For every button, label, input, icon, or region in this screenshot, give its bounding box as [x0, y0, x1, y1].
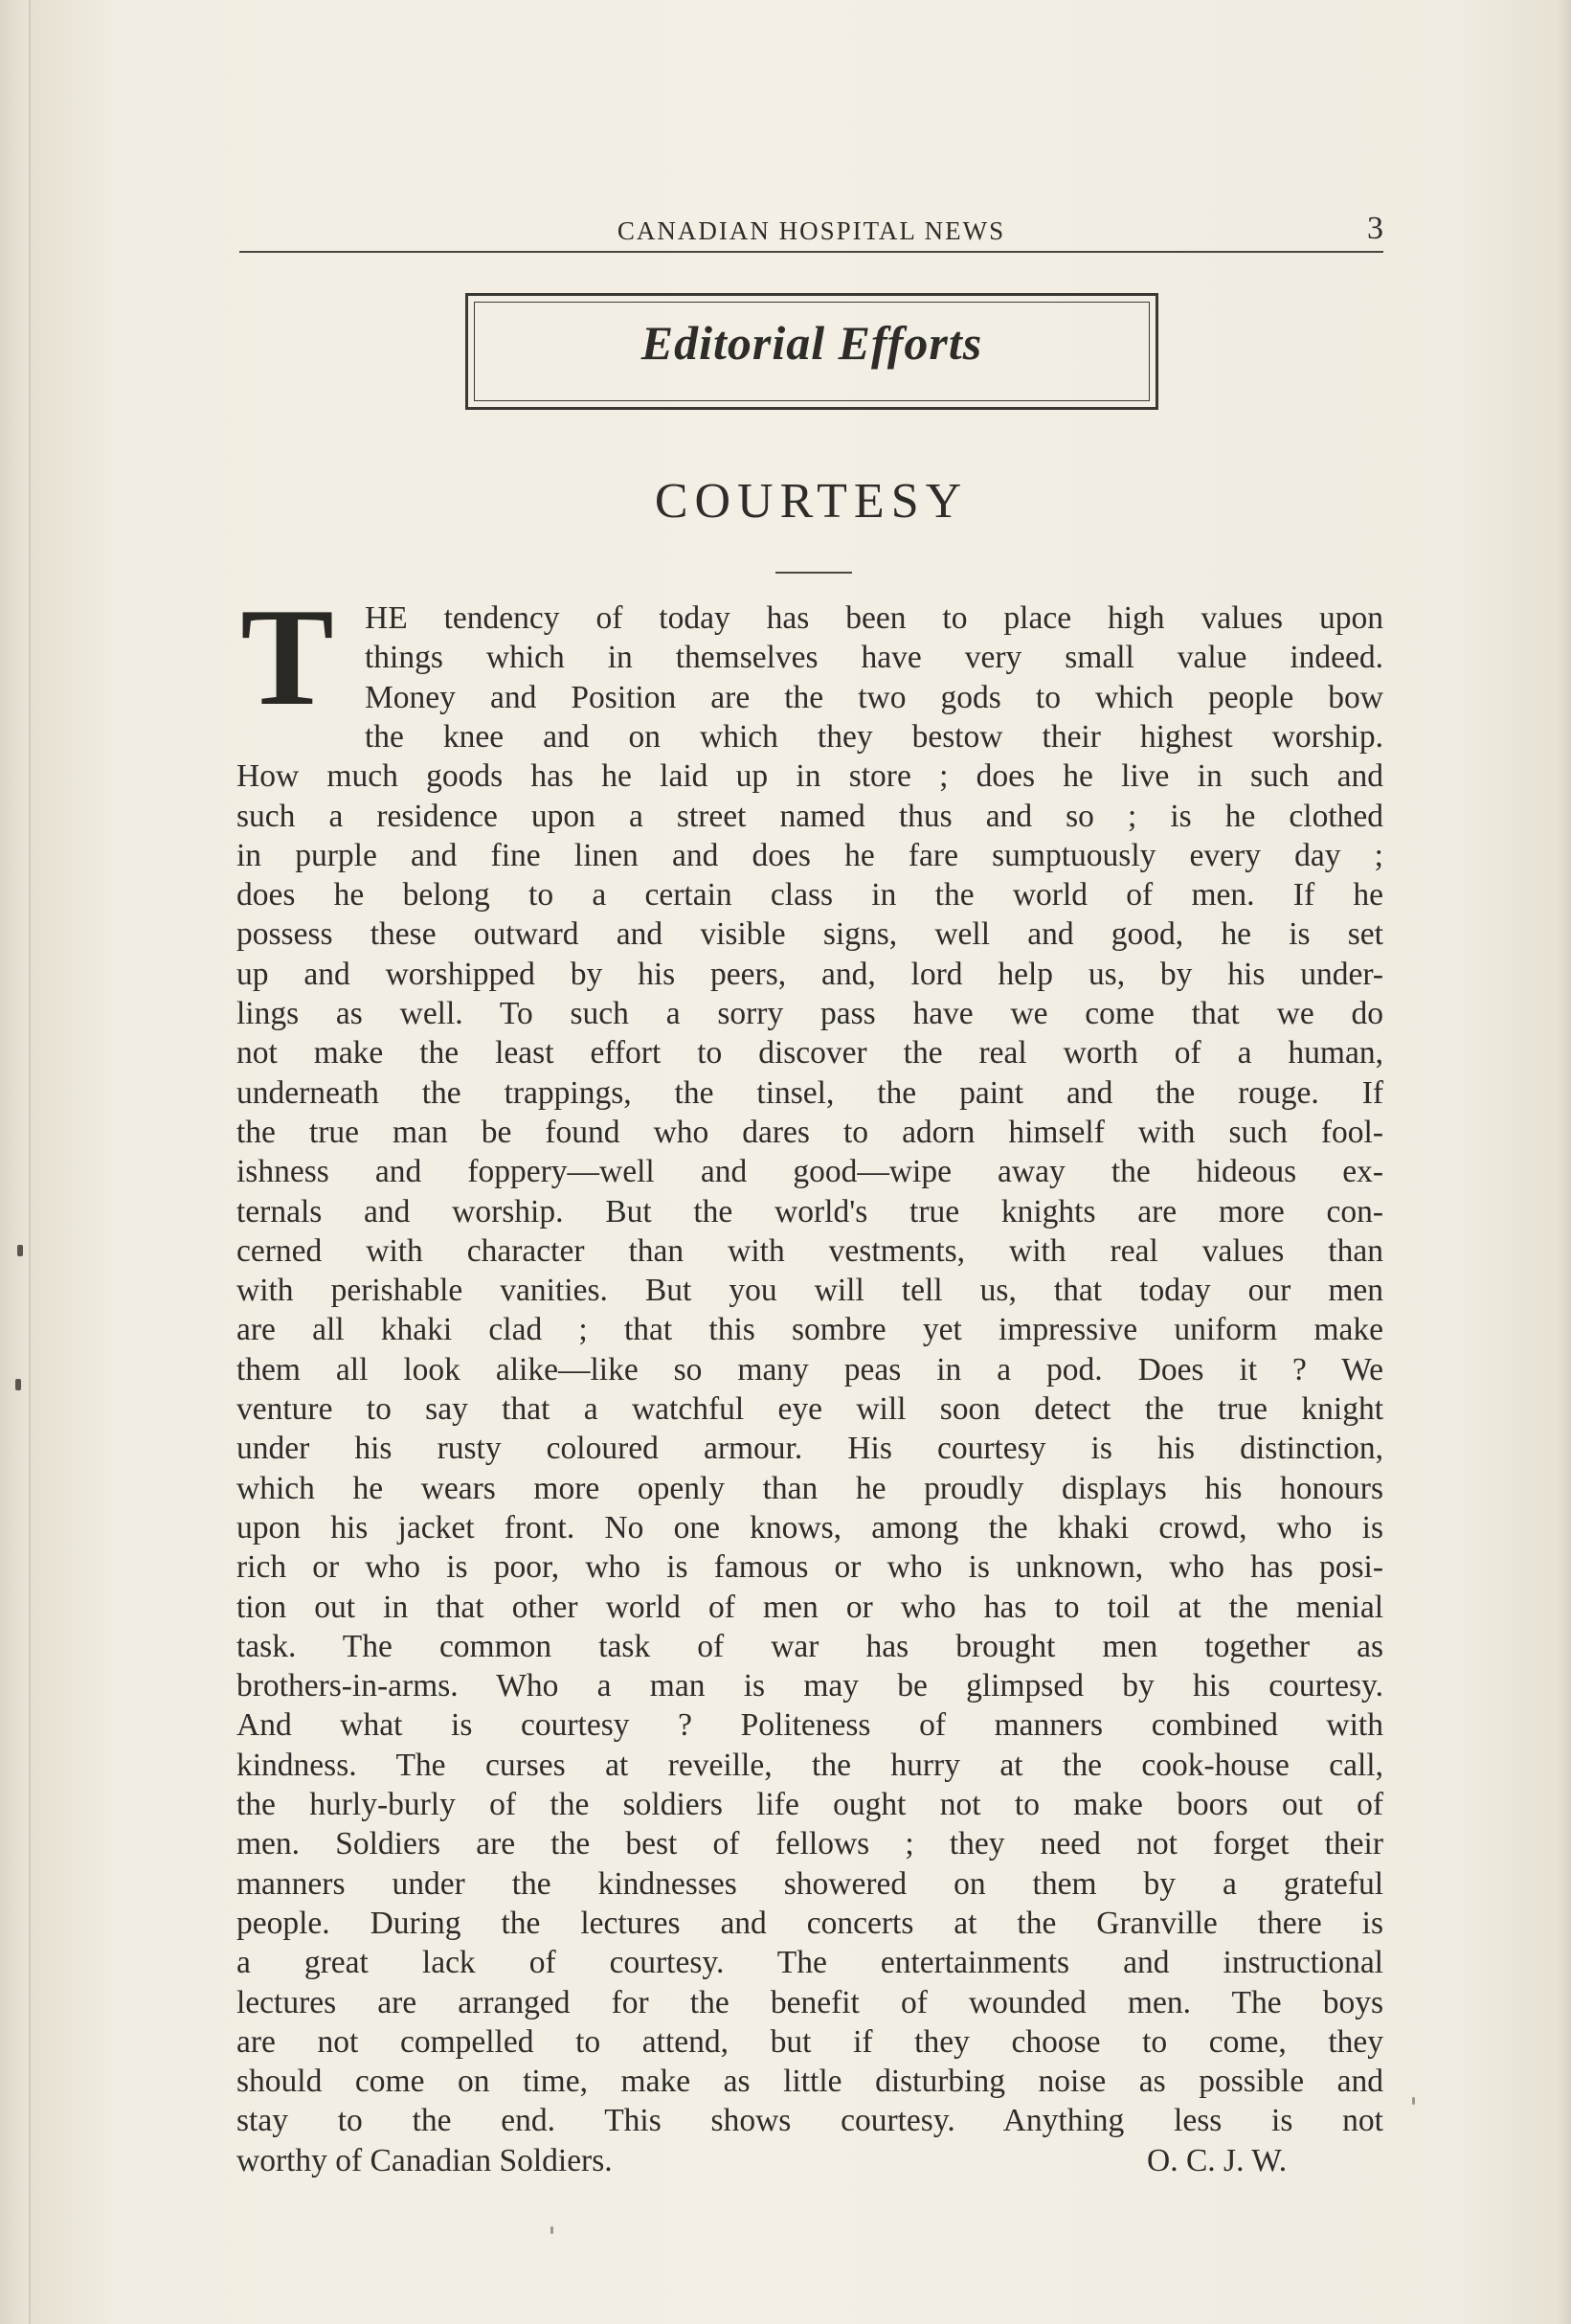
- header-rule: [239, 251, 1383, 253]
- text-line: with perishable vanities. But you will tell us, that today our men: [236, 1273, 1383, 1308]
- text-line: brothers-in-arms. Who a man is may be glimpsed by his courtesy.: [236, 1668, 1383, 1704]
- text-line: worthy of Canadian Soldiers.: [236, 2143, 613, 2178]
- text-line: which he wears more openly than he proudly displays his honours: [236, 1471, 1383, 1506]
- running-header: [239, 211, 1383, 249]
- text-line: stay to the end. This shows courtesy. Anything less is not: [236, 2103, 1383, 2138]
- page-edge: [1556, 0, 1571, 2324]
- page-gutter: [0, 0, 29, 2324]
- text-line: should come on time, make as little disturbing noise as possible and: [236, 2064, 1383, 2099]
- text-line: How much goods has he laid up in store ; does he live in such and: [236, 758, 1383, 794]
- text-line: are all khaki clad ; that this sombre yet impressive uniform make: [236, 1312, 1383, 1347]
- text-line: possess these outward and visible signs, well and good, he is set: [236, 916, 1383, 952]
- paper-speck: [1412, 2097, 1415, 2105]
- page-number: 3: [1367, 211, 1383, 246]
- title-rule: [775, 572, 852, 574]
- text-line: Money and Position are the two gods to which people bow: [365, 680, 1383, 715]
- text-line: things which in themselves have very small value indeed.: [365, 640, 1383, 675]
- text-line: venture to say that a watchful eye will soon detect the true knight: [236, 1391, 1383, 1427]
- text-line: the hurly-burly of the soldiers life ought not to make boors out of: [236, 1787, 1383, 1822]
- drop-cap: T: [240, 579, 334, 734]
- text-line: people. During the lectures and concerts at the Granville there is: [236, 1906, 1383, 1941]
- author-initials: O. C. J. W.: [1147, 2143, 1288, 2178]
- text-line: rich or who is poor, who is famous or who is unknown, who has posi-: [236, 1549, 1383, 1585]
- margin-mark: [15, 1379, 21, 1390]
- text-line: underneath the trappings, the tinsel, the paint and the rouge. If: [236, 1075, 1383, 1111]
- text-line: men. Soldiers are the best of fellows ; they need not forget their: [236, 1826, 1383, 1861]
- article-title: COURTESY: [654, 474, 969, 529]
- text-line: under his rusty coloured armour. His courtesy is his distinction,: [236, 1431, 1383, 1466]
- text-line: are not compelled to attend, but if they choose to come, they: [236, 2024, 1383, 2060]
- text-line: such a residence upon a street named thus and so ; is he clothed: [236, 799, 1383, 834]
- publication-title: CANADIAN HOSPITAL NEWS: [617, 216, 1006, 245]
- text-line: tion out in that other world of men or who has to toil at the menial: [236, 1590, 1383, 1625]
- text-line: a great lack of courtesy. The entertainments and instructional: [236, 1945, 1383, 1980]
- text-line: ishness and foppery—well and good—wipe away the hideous ex-: [236, 1154, 1383, 1189]
- text-line: does he belong to a certain class in the world of men. If he: [236, 877, 1383, 913]
- text-line: up and worshipped by his peers, and, lord help us, by his under-: [236, 957, 1383, 992]
- text-line: HE tendency of today has been to place high values upon: [365, 600, 1383, 636]
- section-banner: [465, 293, 1158, 410]
- text-line: in purple and fine linen and does he fare sumptuously every day ;: [236, 838, 1383, 873]
- margin-mark: [17, 1245, 23, 1256]
- text-line: And what is courtesy ? Politeness of manners combined with: [236, 1707, 1383, 1743]
- text-line: cerned with character than with vestments, with real values than: [236, 1233, 1383, 1269]
- text-line: them all look alike—like so many peas in a pod. Does it ? We: [236, 1352, 1383, 1388]
- paper-speck: [550, 2226, 553, 2234]
- text-line: lings as well. To such a sorry pass have we come that we do: [236, 996, 1383, 1031]
- text-line: not make the least effort to discover the real worth of a human,: [236, 1035, 1383, 1071]
- section-heading: Editorial Efforts: [640, 316, 983, 370]
- text-line: the knee and on which they bestow their highest worship.: [365, 719, 1383, 755]
- text-line: task. The common task of war has brought men together as: [236, 1629, 1383, 1664]
- text-line: kindness. The curses at reveille, the hurry at the cook-house call,: [236, 1748, 1383, 1783]
- text-line: manners under the kindnesses showered on them by a grateful: [236, 1866, 1383, 1902]
- text-line: lectures are arranged for the benefit of wounded men. The boys: [236, 1985, 1383, 2020]
- text-line: ternals and worship. But the world's true knights are more con-: [236, 1194, 1383, 1230]
- text-line: the true man be found who dares to adorn himself with such fool-: [236, 1115, 1383, 1150]
- text-line: upon his jacket front. No one knows, among the khaki crowd, who is: [236, 1510, 1383, 1546]
